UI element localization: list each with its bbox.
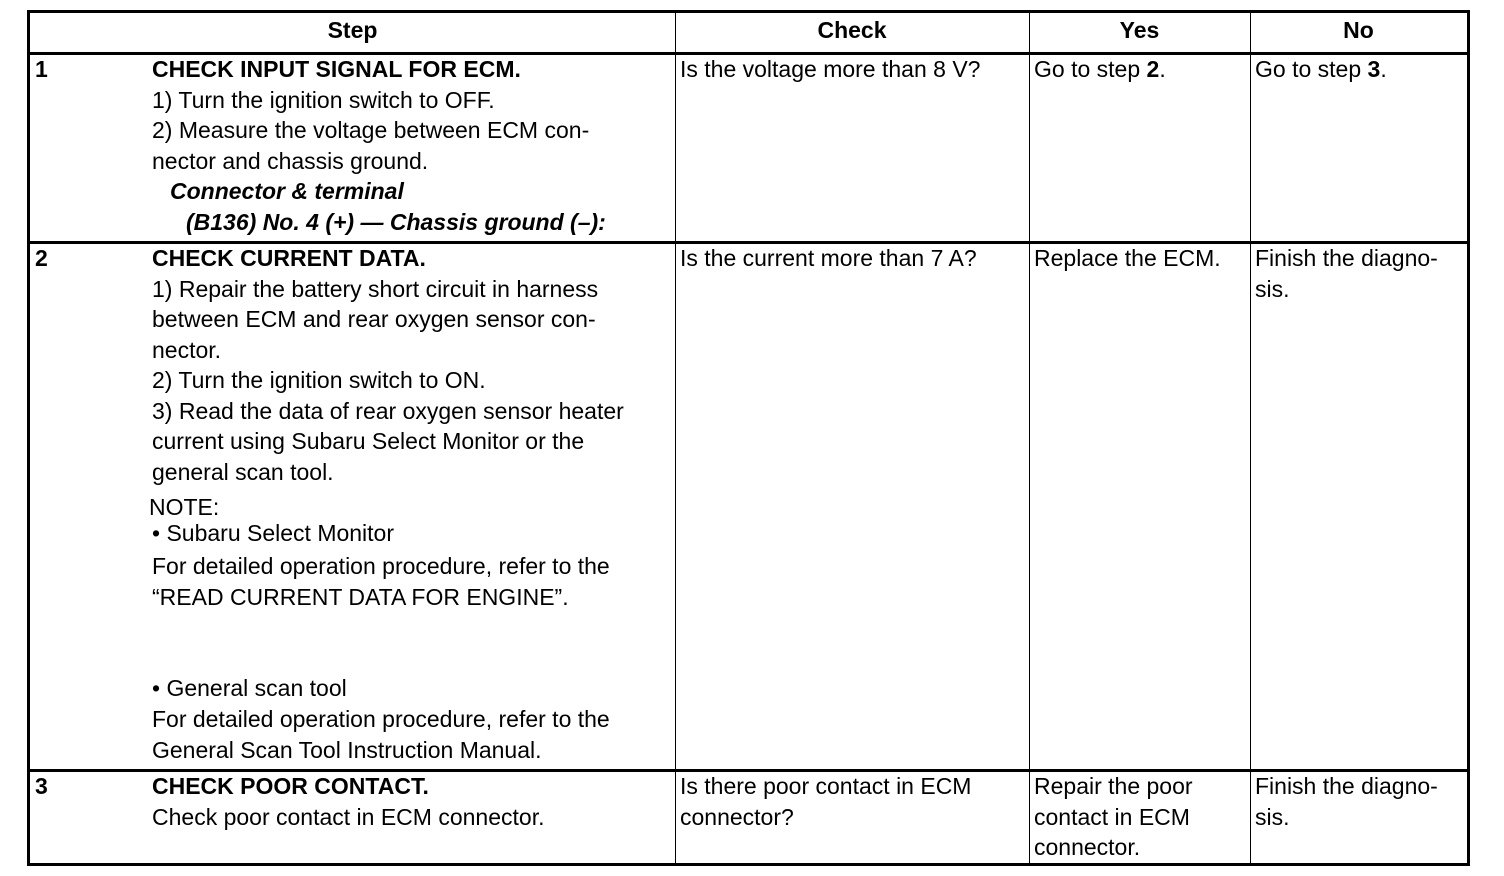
instruction-line: 2) Turn the ignition switch to ON.	[152, 367, 486, 393]
yes-suffix: .	[1159, 56, 1166, 82]
note-label: NOTE:	[149, 494, 220, 520]
step-number: 2	[35, 245, 48, 271]
header-no: No	[1343, 17, 1374, 43]
yes-step-ref: 2	[1146, 56, 1160, 82]
check-question	[680, 243, 977, 274]
yes-prefix: Go to step	[1034, 56, 1147, 82]
instruction-line: current using Subaru Select Monitor or the	[152, 428, 585, 454]
diagnostic-table	[27, 10, 1470, 866]
note-bullet: • Subaru Select Monitor	[152, 520, 395, 546]
yes-action	[1034, 54, 1166, 85]
yes-line: connector.	[1034, 834, 1141, 860]
step-title: CHECK CURRENT DATA.	[152, 245, 426, 271]
yes-action	[1034, 243, 1221, 274]
column-divider	[1250, 13, 1251, 863]
yes-line: Repair the poor	[1034, 773, 1193, 799]
yes-action	[1034, 771, 1193, 863]
instruction-line: Check poor contact in ECM connector.	[152, 803, 545, 830]
note-bullet: • General scan tool	[152, 675, 347, 701]
check-line: connector?	[680, 803, 794, 830]
yes-line: contact in ECM	[1034, 803, 1190, 830]
check-question	[680, 771, 971, 832]
no-line: sis.	[1255, 275, 1290, 302]
header-check: Check	[817, 17, 887, 43]
note-line: For detailed operation procedure, refer to the	[152, 553, 610, 579]
instruction-line: between ECM and rear oxygen sensor con-	[152, 306, 596, 332]
column-divider	[675, 13, 676, 863]
note-text	[152, 551, 610, 612]
no-step-ref: 3	[1367, 56, 1381, 82]
note-line: General Scan Tool Instruction Manual.	[152, 736, 542, 763]
no-action	[1255, 771, 1438, 832]
connector-detail: (B136) No. 4 (+) — Chassis ground (–):	[186, 208, 606, 235]
note-line: “READ CURRENT DATA FOR ENGINE”.	[152, 583, 569, 610]
no-line: sis.	[1255, 803, 1290, 830]
yes-line: Replace the ECM.	[1034, 245, 1221, 271]
instruction-line: nector.	[152, 336, 222, 363]
instruction-line: 1) Turn the ignition switch to OFF.	[152, 86, 495, 113]
instruction-line: 1) Repair the battery short circuit in harness	[152, 275, 599, 302]
note-text	[152, 704, 610, 765]
no-line: Finish the diagno-	[1255, 773, 1438, 799]
check-question	[680, 54, 980, 85]
instruction-line: nector and chassis ground.	[152, 147, 429, 174]
note-line: For detailed operation procedure, refer to the	[152, 706, 610, 732]
step-title: CHECK POOR CONTACT.	[152, 773, 429, 799]
step-number: 3	[35, 773, 48, 799]
connector-heading: Connector & terminal	[170, 178, 404, 204]
step-title: CHECK INPUT SIGNAL FOR ECM.	[152, 56, 521, 82]
step-instructions	[152, 243, 624, 487]
instruction-line: general scan tool.	[152, 458, 334, 485]
no-action	[1255, 243, 1438, 304]
no-action	[1255, 54, 1387, 85]
header-yes: Yes	[1119, 17, 1160, 43]
step-instructions	[152, 771, 544, 832]
no-prefix: Go to step	[1255, 56, 1368, 82]
no-suffix: .	[1380, 56, 1387, 82]
check-line: Is there poor contact in ECM	[680, 773, 972, 799]
step-number: 1	[35, 56, 48, 82]
check-line: Is the voltage more than 8 V?	[680, 56, 981, 82]
header-step: Step	[327, 17, 378, 43]
check-line: Is the current more than 7 A?	[680, 245, 977, 271]
no-line: Finish the diagno-	[1255, 245, 1438, 271]
step-instructions	[152, 54, 606, 237]
instruction-line: 2) Measure the voltage between ECM con-	[152, 117, 590, 143]
column-divider	[1029, 13, 1030, 863]
instruction-line: 3) Read the data of rear oxygen sensor heater	[152, 397, 624, 424]
